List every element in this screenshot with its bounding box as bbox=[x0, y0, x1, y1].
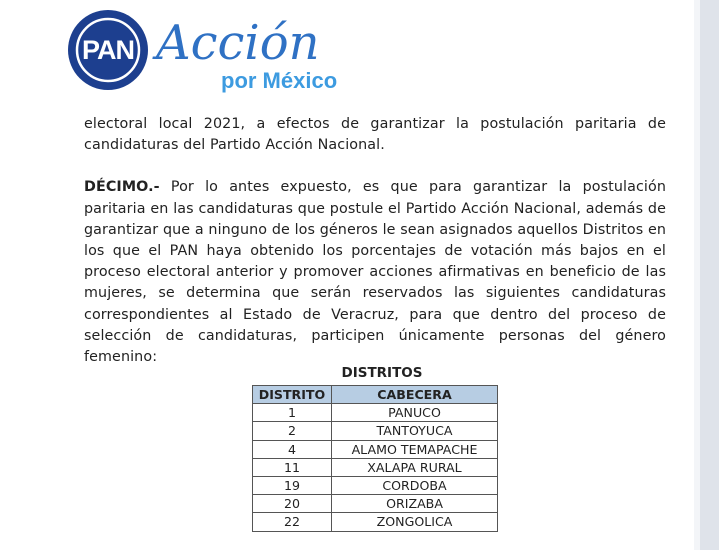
pan-logo-text: PAN bbox=[81, 35, 135, 65]
cabecera-cell: ORIZABA bbox=[332, 495, 498, 513]
cabecera-cell: PANUCO bbox=[332, 404, 498, 422]
table-header-row bbox=[253, 386, 498, 404]
decimo-paragraph bbox=[84, 177, 666, 368]
districts-table bbox=[252, 385, 498, 532]
accion-logo-text: Acción bbox=[156, 15, 320, 71]
distrito-cell: 22 bbox=[253, 513, 332, 531]
table-row bbox=[253, 513, 498, 531]
continuation-paragraph: electoral local 2021, a efectos de garantizar la postulación paritaria de candidaturas del Partido Acción Nacional. bbox=[84, 116, 666, 154]
decimo-heading: DÉCIMO.- bbox=[84, 179, 160, 196]
header-distrito: DISTRITO bbox=[253, 386, 332, 404]
header-cabecera: CABECERA bbox=[332, 386, 498, 404]
table-row bbox=[253, 404, 498, 422]
distrito-cell: 4 bbox=[253, 440, 332, 458]
distrito-cell: 1 bbox=[253, 404, 332, 422]
distrito-cell: 11 bbox=[253, 458, 332, 476]
por-mexico-logo-text: por México bbox=[221, 68, 338, 93]
table-row bbox=[253, 476, 498, 494]
table-row bbox=[253, 422, 498, 440]
pan-accion-por-mexico-logo bbox=[64, 4, 354, 99]
cabecera-cell: XALAPA RURAL bbox=[332, 458, 498, 476]
table-row bbox=[253, 440, 498, 458]
districts-table-title: DISTRITOS bbox=[341, 365, 423, 381]
cabecera-cell: ALAMO TEMAPACHE bbox=[332, 440, 498, 458]
cabecera-cell: TANTOYUCA bbox=[332, 422, 498, 440]
decimo-text: Por lo antes expuesto, es que para garantizar la postulación paritaria en las candidaturas que postule el Partido Acción Nacional, además de garantizar que a ninguno de los géneros le sean asignados aquellos Distritos en los que el PAN haya obtenido los porcentajes de votación más bajos en el proceso electoral anterior y promover acciones afirmativas en beneficio de las mujeres, se determina que serán reservados las siguientes candidaturas correspondientes al Estado de Veracruz, para que dentro del proceso de selección de candidaturas, participen únicamente personas del género femenino: bbox=[84, 179, 666, 366]
cabecera-cell: CORDOBA bbox=[332, 476, 498, 494]
page-edge-shadow bbox=[694, 0, 719, 550]
distrito-cell: 2 bbox=[253, 422, 332, 440]
table-row bbox=[253, 495, 498, 513]
distrito-cell: 19 bbox=[253, 476, 332, 494]
table-row bbox=[253, 458, 498, 476]
document-body bbox=[84, 114, 666, 368]
distrito-cell: 20 bbox=[253, 495, 332, 513]
cabecera-cell: ZONGOLICA bbox=[332, 513, 498, 531]
